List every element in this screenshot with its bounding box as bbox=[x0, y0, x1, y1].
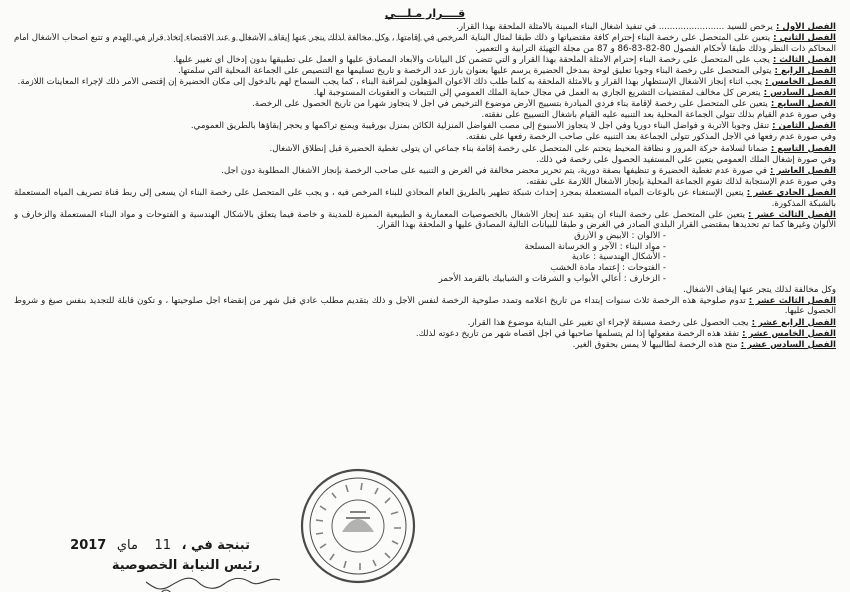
document-title: قــــرار مـلـــي bbox=[384, 7, 466, 20]
article-heading: الفصل الرابع : bbox=[774, 65, 836, 76]
article-text: يجب الحصول على رخصة مسبقة لإجراء أي تغيير على البناية موضوع هذا القرار. bbox=[467, 317, 749, 328]
articles-list bbox=[14, 22, 836, 231]
article-paragraph bbox=[14, 166, 836, 177]
article-text: يتعرض كل مخالف لمقتضيات التشريع الجاري به العمل في مجال حماية الملك العمومي إلى التتبعات و العقوبات المستوجبة لها. bbox=[313, 88, 761, 99]
article-text: وفي صورة عدم رفعها في الأجل المذكور تتولى الجماعة بعد التنبيه على صاحب الرخصة رفعها على نفقته. bbox=[465, 132, 836, 143]
article-paragraph bbox=[14, 121, 836, 132]
article-paragraph bbox=[14, 318, 836, 329]
closing-articles-list bbox=[14, 285, 836, 351]
article-text: يجب أثناء إنجاز الأشغال الإستظهار بهذا القرار و بالأمثلة الملحقة به كلما طلب ذلك الأعوان المؤهلون لمراقبة البناء ، كما يجب السماح لهم بالدخول إلى مكان الحضيرة إن إقتضى الأمر ذلك لإجراء المعاينات اللازمة. bbox=[17, 76, 763, 87]
article-text: يرخص للسيد ........................ في تنفيذ أشغال البناء المبينة بالأمثلة الملحقة بهذا القرار. bbox=[456, 22, 773, 32]
signature-block bbox=[0, 446, 850, 592]
article-paragraph bbox=[14, 144, 836, 155]
article-heading: الفصل الخامس : bbox=[765, 76, 836, 87]
date-line bbox=[70, 538, 250, 553]
article-heading: الفصل الثامن : bbox=[772, 121, 836, 132]
date-year: 2017 bbox=[70, 538, 107, 553]
article-heading: الفصل التاسع : bbox=[770, 143, 836, 154]
article-paragraph bbox=[14, 88, 836, 99]
specification-item: - الأشكال الهندسية : عادية bbox=[571, 252, 666, 263]
article-heading: الفصل الخامس عشر : bbox=[742, 328, 836, 339]
article-text: يتعين على المتحصل على رخصة البناء إحترام كافة مقتضياتها و ذلك طبقا لمثال البناية المرخص في إقامتها ، وكل مخالفة لذلك ينجر عنها إيقاف الأشغال و عند الاقتضاء إتخاذ قرار في الهدم و تتبع أصحاب الأشغال أمام المحاكم ذات النظر وذلك طبقا لأحكام الفصول 80-82-83-86 و 87 من مجلة التهيئة الترابية و التعمير. bbox=[14, 33, 836, 54]
article-paragraph bbox=[14, 77, 836, 88]
article-text: وفي صورة عدم القيام بذلك تتولى الجماعة المحلية بعد التنبيه عليه القيام بأشغال التسييج على نفقته. bbox=[481, 110, 836, 121]
specifications-list bbox=[14, 231, 836, 284]
date-day: 11 bbox=[154, 538, 172, 553]
article-text: يجب على المتحصل على رخصة البناء إحترام الأمثلة الملحقة بهذا القرار و التي تتضمن كل البيانات والأبعاد المصادق عليها و العمل على تطبيقها بدون إدخال أي تغيير عليها. bbox=[172, 54, 770, 65]
article-heading: الفصل الحادي عشر : bbox=[746, 187, 836, 198]
article-heading: الفصل السادس عشر : bbox=[740, 339, 836, 350]
article-text: يتعين على المتحصل على رخصة البناء أن يتقيد عند إنجاز الأشغال بالخصوصيات المعمارية و الطبيعية المميزة للمدينة و خاصة فيما يتعلق بالأشكال الهندسية و الفتوحات و مواد البناء المستعملة والزخارف و الألوان وغيرها كما تم تحديدها بمقتضى القرار البلدي الصادر في الغرض و طبقا للبيانات التالية المصادق عليها و الملحقة بهذا القرار. bbox=[14, 209, 836, 231]
article-text: وكل مخالفة لذلك يتجر عنها إيقاف الأشغال. bbox=[683, 284, 836, 295]
signer-title: رئيس النيابة الخصوصية bbox=[111, 558, 260, 573]
article-text: يتولى المتحصل على رخصة البناء وجوبا تعليق لوحة بمدخل الحضيرة يرسم عليها بعنوان بارز عدد الرخصة و تاريخ تسليمها مع التنصيص على الجماعة المحلية التي سلمتها. bbox=[178, 65, 772, 76]
article-paragraph bbox=[14, 155, 836, 166]
article-heading: الفصل السابع : bbox=[770, 99, 836, 110]
article-paragraph bbox=[14, 132, 836, 143]
official-seal-icon bbox=[298, 466, 418, 586]
article-paragraph bbox=[14, 210, 836, 231]
article-paragraph bbox=[14, 55, 836, 66]
article-heading: الفصل العاشر : bbox=[770, 165, 836, 176]
date-month: ماي bbox=[116, 538, 138, 553]
article-text: ضمانا لسلامة حركة المرور و نظافة المحيط يتحتم على المتحصل على رخصة إقامة بناء جماعي أن يتولى تغطية الحضيرة قبل إنطلاق الأشغال. bbox=[269, 143, 768, 154]
article-heading: الفصل الأول : bbox=[775, 22, 836, 32]
article-text: وفي صورة عدم الإستجابة لذلك تقوم الجماعة المحلية بإنجاز الأشغال اللازمة على نفقته. bbox=[526, 176, 836, 187]
date-place: تبنجة في ، bbox=[181, 538, 250, 553]
specification-item: - مواد البناء : الآجر و الخرسانة المسلحة bbox=[524, 241, 666, 252]
article-text: يتعين الإستغناء عن بالوعات المياه المستعملة بمجرد إحداث شبكة تطهير بالطريق العام المحاذي للبناء المرخص فيه ، و يجب على المتحصل على رخصة البناء أن يسعى إلى ربط قناة تصريف المياه المستعملة بالشبكة المذكورة. bbox=[14, 187, 836, 209]
article-paragraph bbox=[14, 110, 836, 121]
article-paragraph bbox=[14, 340, 836, 351]
article-paragraph bbox=[14, 296, 836, 317]
article-text: تنقل وجوبا الأتربة و فواضل البناء دوريا وفي أجل لا يتجاوز الأسبوع إلى مصب الفواضل المنزلية الكائن بمنزل بورقيبة ويمنع تراكمها و يحجر إبقاؤها بالطريق العمومي. bbox=[190, 121, 770, 132]
decree-document bbox=[14, 6, 836, 446]
article-text: تفقد هذه الرخصة مفعولها إذا لم يتسلمها صاحبها في أجل أقصاه شهر من تاريخ دعوته لذلك. bbox=[415, 328, 740, 339]
article-text: في صورة عدم تغطية الحضيرة و تنظيفها بصفة دورية، يتم تحرير محضر مخالفة في الغرض و التنبيه على صاحب الرخصة بإنجاز الأشغال المطلوبة دون أجل. bbox=[221, 165, 768, 176]
specification-item: - الفتوحات : إعتماد مادة الخشب bbox=[550, 263, 666, 274]
article-paragraph bbox=[14, 329, 836, 340]
specification-item: - الزخارف : أعالي الأبواب و الشرفات و الشبابيك بالقرمد الأحمر bbox=[438, 273, 666, 284]
article-heading: الفصل السادس : bbox=[763, 88, 836, 99]
handwritten-signature bbox=[140, 574, 290, 592]
article-text: تدوم صلوحية هذه الرخصة ثلاث سنوات إبتداء من تاريخ اعلامه وتمدد صلوحية الرخصة لنفس الأجل و ذلك بتقديم مطلب عادي قبل شهر من إنقضاء أجل صلوحيتها ، و تكون قابلة للتجديد بنفس صيغ و شروط الحصول عليها. bbox=[14, 295, 836, 317]
article-text: يتعين على المتحصل على رخصة لإقامة بناء فردي المبادرة بتسييج الأرض موضوع الترخيص في أجل لا يتجاوز شهرا من تاريخ الحصول على الرخصة. bbox=[252, 99, 768, 110]
article-paragraph bbox=[14, 66, 836, 77]
article-text: منح هذه الرخصة لطالبيها لا يمس بحقوق الغير. bbox=[572, 339, 738, 350]
redaction-mark bbox=[120, 34, 460, 44]
specification-item: - الألوان : الأبيض و الأزرق bbox=[574, 231, 666, 242]
article-heading: الفصل الثالث عشر : bbox=[748, 295, 836, 306]
article-text: وفي صورة إشغال الملك العمومي يتعين على المستفيد الحصول على رخصة في ذلك. bbox=[536, 154, 836, 165]
article-heading: الفصل الثاني : bbox=[773, 33, 836, 44]
article-paragraph bbox=[14, 99, 836, 110]
article-heading: الفصل الثالث : bbox=[772, 54, 836, 65]
article-heading: الفصل الثالث عشر : bbox=[748, 209, 836, 220]
article-paragraph bbox=[14, 22, 836, 33]
article-paragraph bbox=[14, 285, 836, 296]
article-paragraph bbox=[14, 177, 836, 188]
article-heading: الفصل الرابع عشر : bbox=[751, 317, 836, 328]
article-paragraph bbox=[14, 188, 836, 209]
